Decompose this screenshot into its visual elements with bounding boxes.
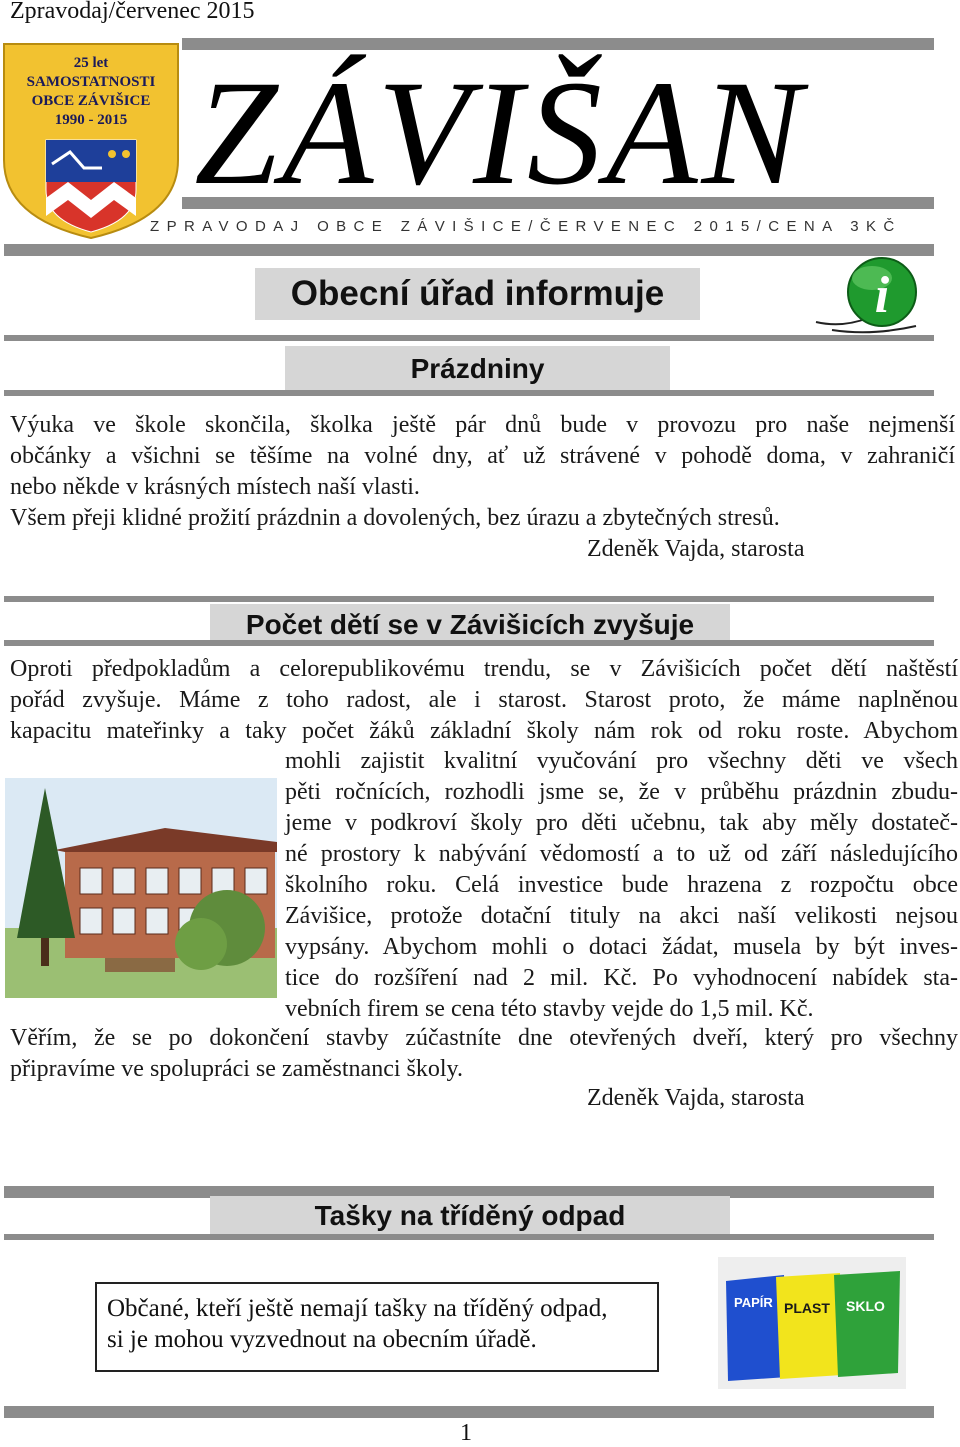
divider — [4, 335, 934, 341]
divider — [4, 244, 934, 256]
divider — [182, 38, 934, 50]
notice-text: Občané, kteří ještě nemají tašky na tříděný odpad, si je mohou vyzvednout na obecním úřadě. — [107, 1295, 608, 1353]
crest-caption: 25 let SAMOSTATNOSTI OBCE ZÁVIŠICE 1990 - 2015 — [26, 55, 156, 128]
svg-text:PAPÍR: PAPÍR — [734, 1295, 773, 1310]
svg-text:i: i — [874, 267, 890, 324]
school-photo — [5, 778, 277, 998]
section-heading: Počet dětí se v Závišicích zvyšuje — [210, 604, 730, 646]
notice-box — [95, 1282, 659, 1372]
signature: Zdeněk Vajda, starosta — [587, 536, 805, 562]
article-text: Výuka ve škole skončila, školka ještě pár dnů bude v provozu pro naše nejmenší občánky a všichni se těšíme na volné dny, ať už strávené v pohodě doma, v zahraničí nebo někde v krásných místech naší vlasti. Všem přeji klidné prožití prázdnin a dovolených, bez úrazu a zbytečných stresů. — [10, 412, 955, 531]
recycling-bags-photo — [718, 1257, 906, 1389]
article-text: Oproti předpokladům a celorepublikovému trendu, se v Závišicích počet dětí naštěstí pořád zvyšuje. Máme z toho radost, ale i starost. Starost proto, že máme naplněnou kapacitu mateřinky a taky počet žáků základní školy nám rok od roku roste. Abychom — [10, 656, 958, 744]
signature: Zdeněk Vajda, starosta — [587, 1085, 805, 1111]
svg-text:SKLO: SKLO — [846, 1298, 885, 1314]
section-heading: Prázdniny — [285, 346, 670, 392]
divider — [4, 1234, 934, 1240]
article-text-wrapped: mohli zajistit kvalitní vyučování pro všechny děti ve všech pěti ročnících, rozhodli jsme se, že v průběhu prázdnin zbudu- jeme v podkroví školy pro děti učebnu, tak aby měly dostateč- né prostory k nabývání vědomostí a to už od září následujícího školního roku. Celá investice bude hrazena z rozpočtu obce Závišice, protože dotační tituly na akci naší velikosti nejsou vypsány. Abychom mohli o dotaci žádat, musela by být inves- tice do rozšíření nad 2 mil. Kč. Po vyhodnocení nabídek sta- vebních firem se cena této stavby vejde do 1,5 mil. Kč. — [285, 748, 958, 1022]
village-crest — [0, 40, 182, 240]
article-text: Věřím, že se po dokončení stavby zúčastníte dne otevřených dveří, který pro všechny připravíme ve spolupráci se zaměstnanci školy. — [10, 1025, 958, 1082]
section-heading: Obecní úřad informuje — [255, 268, 700, 320]
issue-label: Zpravodaj/červenec 2015 — [10, 0, 255, 24]
section-heading: Tašky na tříděný odpad — [210, 1196, 730, 1236]
page-number: 1 — [460, 1420, 472, 1446]
divider — [4, 640, 934, 646]
svg-text:PLAST: PLAST — [784, 1300, 830, 1316]
divider — [4, 390, 934, 396]
divider — [4, 1406, 934, 1418]
masthead-title: ZÁVIŠAN — [194, 50, 806, 216]
masthead-subtitle: ZPRAVODAJ OBCE ZÁVIŠICE/ČERVENEC 2015/CENA 3KČ — [150, 218, 902, 235]
info-icon — [812, 252, 936, 338]
divider — [4, 596, 934, 602]
